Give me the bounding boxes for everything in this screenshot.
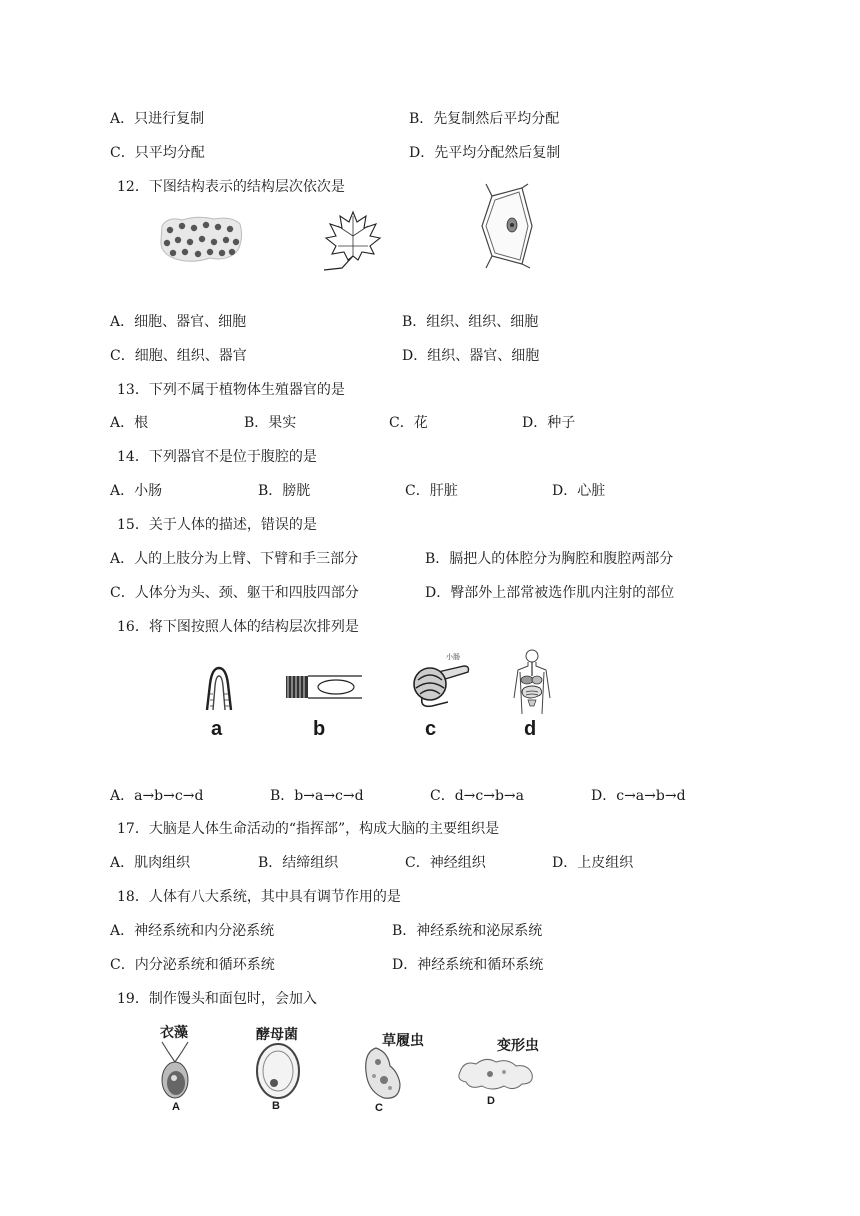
- q12-plant-cell-figure: [478, 182, 536, 274]
- q17-option-a: A．肌肉组织: [110, 855, 191, 871]
- q11-option-d: D．先平均分配然后复制: [409, 145, 561, 161]
- q19-letter-a: A: [172, 1101, 180, 1113]
- q16-label-b: b: [313, 718, 326, 740]
- q17-option-c: C．神经组织: [405, 855, 486, 871]
- q16-option-d: D．c→a→b→d: [591, 788, 686, 804]
- q16-figure-a-villus: [204, 664, 234, 716]
- q18-option-a: A．神经系统和内分泌系统: [110, 923, 275, 939]
- q14-stem: 14．下列器官不是位于腹腔的是: [117, 449, 317, 465]
- q19-paramecium-figure: [360, 1044, 408, 1106]
- q16-figure-c-intestine: [408, 658, 472, 714]
- q12-tissue-figure: [158, 214, 244, 268]
- q16-option-a: A．a→b→c→d: [110, 788, 204, 804]
- q16-label-c: c: [425, 718, 437, 740]
- q14-option-a: A．小肠: [110, 483, 163, 499]
- q11-option-a: A．只进行复制: [110, 111, 205, 127]
- q12-option-c: C．细胞、组织、器官: [110, 348, 247, 364]
- q13-option-a: A．根: [110, 415, 149, 431]
- q16-option-c: C．d→c→b→a: [430, 788, 525, 804]
- q16-option-b: B．b→a→c→d: [270, 788, 364, 804]
- q15-option-a: A．人的上肢分为上臂、下臂和手三部分: [110, 551, 359, 567]
- q16-figure-c-caption: 小肠: [446, 653, 460, 661]
- q16-stem: 16．将下图按照人体的结构层次排列是: [117, 619, 359, 635]
- q13-option-d: D．种子: [522, 415, 576, 431]
- q14-option-b: B．膀胱: [258, 483, 311, 499]
- q12-option-d: D．组织、器官、细胞: [402, 348, 540, 364]
- q18-stem: 18．人体有八大系统，其中具有调节作用的是: [117, 889, 401, 905]
- q15-stem: 15．关于人体的描述，错误的是: [117, 517, 317, 533]
- q12-leaf-figure: [320, 206, 386, 276]
- q19-letter-c: C: [375, 1102, 383, 1114]
- q19-figure-name-b: 酵母菌: [256, 1026, 298, 1042]
- q14-option-d: D．心脏: [552, 483, 606, 499]
- q15-option-b: B．膈把人的体腔分为胸腔和腹腔两部分: [425, 551, 674, 567]
- q19-letter-b: B: [272, 1100, 280, 1112]
- q13-option-c: C．花: [389, 415, 428, 431]
- q12-option-b: B．组织、组织、细胞: [402, 314, 539, 330]
- q17-stem: 17．大脑是人体生命活动的“指挥部”，构成大脑的主要组织是: [117, 821, 500, 837]
- q19-figure-name-d: 变形虫: [497, 1037, 539, 1053]
- q18-option-b: B．神经系统和泌尿系统: [392, 923, 543, 939]
- q16-figure-b-tissue: [284, 672, 364, 706]
- q19-amoeba-figure: [456, 1054, 536, 1098]
- q11-option-c: C．只平均分配: [110, 145, 205, 161]
- q19-letter-d: D: [487, 1095, 495, 1107]
- q18-option-c: C．内分泌系统和循环系统: [110, 957, 275, 973]
- q13-stem: 13．下列不属于植物体生殖器官的是: [117, 382, 345, 398]
- q15-option-c: C．人体分为头、颈、躯干和四肢四部分: [110, 585, 359, 601]
- q16-label-d: d: [524, 718, 537, 740]
- q19-chlamydomonas-figure: [152, 1040, 198, 1106]
- q15-option-d: D．臀部外上部常被选作肌内注射的部位: [425, 585, 675, 601]
- q17-option-b: B．结缔组织: [258, 855, 339, 871]
- q16-figure-d-body: [510, 648, 554, 720]
- q12-stem: 12．下图结构表示的结构层次依次是: [117, 179, 345, 195]
- q12-option-a: A．细胞、器官、细胞: [110, 314, 247, 330]
- q13-option-b: B．果实: [244, 415, 297, 431]
- q19-figure-name-a: 衣藻: [160, 1024, 188, 1040]
- q19-stem: 19．制作馒头和面包时，会加入: [117, 991, 317, 1007]
- q19-yeast-figure: [254, 1042, 302, 1104]
- q17-option-d: D．上皮组织: [552, 855, 634, 871]
- q19-figure-name-c: 草履虫: [382, 1032, 424, 1048]
- q14-option-c: C．肝脏: [405, 483, 458, 499]
- q16-label-a: a: [211, 718, 223, 740]
- q11-option-b: B．先复制然后平均分配: [409, 111, 560, 127]
- q18-option-d: D．神经系统和循环系统: [392, 957, 544, 973]
